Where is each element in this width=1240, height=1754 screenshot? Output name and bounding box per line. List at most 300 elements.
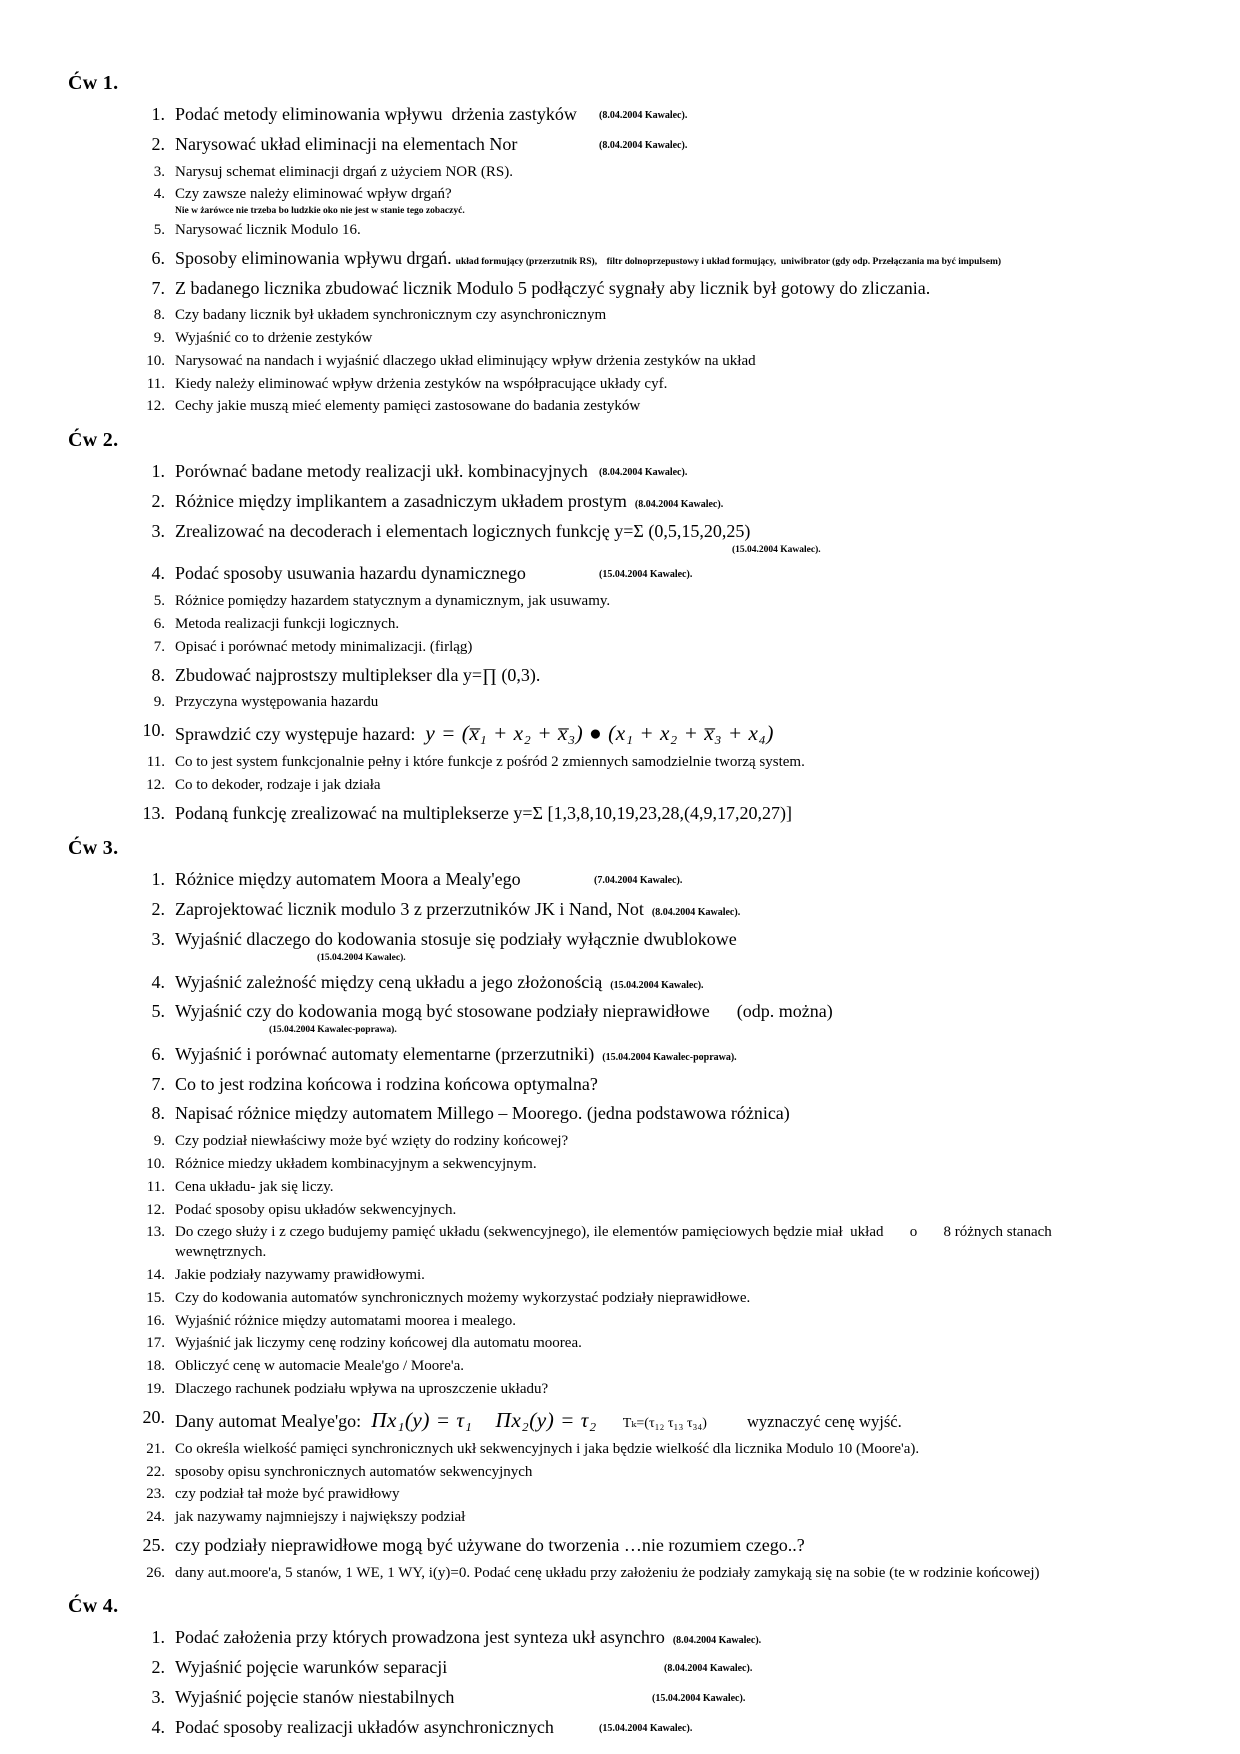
question-item (133, 868, 1180, 892)
question-subnote: (15.04.2004 Kawalec). (317, 952, 406, 963)
question-body (175, 277, 1125, 301)
question-text: czy podziały nieprawidłowe mogą być używane do tworzenia …nie rozumiem czego..? (175, 1534, 805, 1555)
question-text: Czy do kodowania automatów synchronicznych możemy wykorzystać podziały nieprawidłowe. (175, 1289, 751, 1306)
question-item (133, 615, 1180, 635)
question-body (175, 1223, 1125, 1263)
question-item (133, 221, 1180, 241)
question-line (175, 753, 1125, 773)
question-number: 10. (146, 352, 165, 369)
question-text: Wyjaśnić pojęcie warunków separacji (175, 1657, 448, 1678)
question-body (175, 1485, 1125, 1505)
question-item (133, 1000, 1180, 1037)
question-item (133, 1686, 1180, 1710)
question-item (133, 638, 1180, 658)
question-text: Podaną funkcję zrealizować na multiplekserze y=Σ [1,3,8,10,19,23,28,(4,9,17,20,27)] (175, 802, 792, 823)
question-body (175, 693, 1125, 713)
question-number: 8. (151, 664, 165, 685)
question-line (175, 1564, 1125, 1584)
question-number: 1. (151, 104, 165, 124)
question-line (175, 1463, 1125, 1483)
question-body (175, 928, 1125, 965)
question-item (133, 1201, 1180, 1221)
date-note: (8.04.2004 Kawalec). (651, 907, 741, 919)
question-number: 1. (151, 1627, 165, 1648)
date-note: (15.04.2004 Kawalec). (599, 569, 693, 581)
question-line (175, 1656, 1125, 1680)
question-line (175, 520, 1125, 544)
question-line (175, 163, 1125, 183)
question-text: Wyjaśnić jak liczymy cenę rodziny końcowej dla automatu moorea. (175, 1335, 582, 1352)
question-line (175, 898, 1125, 922)
question-body (175, 1178, 1125, 1198)
question-text: Wyjaśnić różnice między automatami moorea i mealego. (175, 1312, 517, 1329)
question-line (175, 615, 1125, 635)
question-body (175, 1686, 1125, 1710)
question-line (175, 592, 1125, 612)
question-line (175, 1201, 1125, 1221)
question-text: Co to dekoder, rodzaje i jak działa (175, 776, 381, 793)
question-item (133, 1440, 1180, 1460)
question-line (175, 133, 1125, 157)
question-text: Narysować licznik Modulo 16. (175, 221, 361, 238)
question-text: Różnice między automatem Moora a Mealy'ego (175, 869, 521, 890)
question-text: dany aut.moore'a, 5 stanów, 1 WE, 1 WY, i(y)=0. Podać cenę układu przy założeniu że podziały zamykają się na sobie (te w rodzinie końcowej) (175, 1564, 1040, 1581)
question-line (175, 397, 1125, 417)
question-item (133, 397, 1180, 417)
question-body (175, 753, 1125, 773)
question-item (133, 664, 1180, 688)
exercise-section (68, 429, 1180, 825)
question-number: 26. (146, 1564, 165, 1581)
question-number: 12. (146, 776, 165, 793)
question-line (175, 1686, 1125, 1710)
question-body (175, 562, 1125, 586)
section-title: Ćw 3. (68, 837, 119, 860)
question-body (175, 592, 1125, 612)
question-item (133, 520, 1180, 557)
question-number: 3. (151, 520, 165, 541)
question-body (175, 1000, 1125, 1037)
question-list (133, 1626, 1180, 1739)
question-line (175, 490, 1125, 514)
date-note: (15.04.2004 Kawalec). (610, 979, 704, 991)
question-item (133, 460, 1180, 484)
question-body (175, 1564, 1125, 1584)
date-note: (15.04.2004 Kawalec). (652, 1692, 746, 1704)
question-body (175, 133, 1125, 157)
section-title: Ćw 4. (68, 1595, 119, 1618)
question-text: Wyjaśnić i porównać automaty elementarne (przerzutniki) (175, 1043, 595, 1064)
question-number: 4. (151, 971, 165, 992)
question-body (175, 221, 1125, 241)
question-text: Cena układu- jak się liczy. (175, 1178, 334, 1195)
question-number: 11. (146, 1178, 165, 1195)
question-line (175, 277, 1125, 301)
question-number: 5. (153, 221, 165, 238)
question-number: 5. (153, 593, 165, 610)
question-item (133, 1508, 1180, 1528)
question-number: 6. (153, 615, 165, 632)
question-text: Dlaczego rachunek podziału wpływa na uproszczenie układu? (175, 1380, 549, 1397)
question-text: Zrealizować na decoderach i elementach logicznych funkcję y=Σ (0,5,15,20,25) (175, 520, 751, 541)
question-line (175, 1266, 1125, 1286)
question-item (133, 329, 1180, 349)
question-line (175, 1178, 1125, 1198)
question-item (133, 352, 1180, 372)
question-body (175, 103, 1125, 127)
question-line (175, 1508, 1125, 1528)
question-body (175, 868, 1125, 892)
question-text: Zaprojektować licznik modulo 3 z przerzutników JK i Nand, Not (175, 899, 644, 920)
question-formula-secondary: Tₖ=(τ₁₂ τ₁₃ τ₃₄) (622, 1414, 707, 1431)
question-line (175, 1043, 1125, 1067)
question-formula: y = (x̅₁ + x₂ + x̅₃) ● (x₁ + x₂ + x̅₃ + x₄) (425, 721, 774, 746)
question-subnote: (15.04.2004 Kawalec-poprawa). (269, 1025, 397, 1036)
question-body (175, 1132, 1125, 1152)
question-number: 10. (146, 1155, 165, 1172)
question-number: 12. (146, 398, 165, 415)
question-number: 10. (142, 720, 165, 741)
question-item (133, 133, 1180, 157)
question-line (175, 1626, 1125, 1650)
question-item (133, 1485, 1180, 1505)
question-item (133, 103, 1180, 127)
question-text: Co to jest rodzina końcowa i rodzina końcowa optymalna? (175, 1073, 598, 1094)
question-list (133, 868, 1180, 1583)
question-line (175, 1102, 1125, 1126)
question-line (175, 1132, 1125, 1152)
question-item (133, 1564, 1180, 1584)
question-number: 18. (146, 1358, 165, 1375)
question-body (175, 397, 1125, 417)
question-item (133, 1406, 1180, 1434)
question-body (175, 898, 1125, 922)
question-number: 4. (151, 563, 165, 584)
question-number: 16. (146, 1312, 165, 1329)
question-item (133, 1656, 1180, 1680)
question-number: 1. (151, 869, 165, 890)
question-item (133, 490, 1180, 514)
question-item (133, 1132, 1180, 1152)
question-text: Obliczyć cenę w automacie Meale'go / Moore'a. (175, 1358, 465, 1375)
question-text: Dany automat Mealye'go: (175, 1410, 362, 1431)
question-body (175, 638, 1125, 658)
question-item (133, 1223, 1180, 1263)
question-number: 12. (146, 1201, 165, 1218)
question-text: Narysuj schemat eliminacji drgań z użyciem NOR (RS). (175, 163, 513, 180)
question-body (175, 971, 1125, 995)
question-text: czy podział tał może być prawidłowy (175, 1486, 400, 1503)
question-body (175, 460, 1125, 484)
question-body (175, 776, 1125, 796)
question-number: 9. (153, 694, 165, 711)
question-line (175, 1406, 1125, 1434)
question-body (175, 1357, 1125, 1377)
question-number: 2. (151, 899, 165, 920)
question-body (175, 247, 1125, 271)
question-item (133, 753, 1180, 773)
question-item (133, 1043, 1180, 1067)
question-text: Podać założenia przy których prowadzona jest synteza ukł asynchro (175, 1627, 665, 1648)
question-line (175, 868, 1125, 892)
question-line (175, 460, 1125, 484)
question-number: 23. (146, 1486, 165, 1503)
question-text: Jakie podziały nazywamy prawidłowymi. (175, 1266, 425, 1283)
question-line (175, 1073, 1125, 1097)
question-body (175, 1440, 1125, 1460)
date-note: (15.04.2004 Kawalec-poprawa). (602, 1051, 737, 1063)
question-text: Różnice między implikantem a zasadniczym układem prostym (175, 491, 627, 511)
question-text: sposoby opisu synchronicznych automatów sekwencyjnych (175, 1463, 533, 1480)
question-text: Wyjaśnić pojęcie stanów niestabilnych (175, 1686, 455, 1707)
question-item (133, 1716, 1180, 1740)
question-text: Czy zawsze należy eliminować wpływ drgań? (175, 186, 452, 203)
question-line (175, 562, 1125, 586)
question-number: 6. (151, 1043, 165, 1064)
question-text: Narysować układ eliminacji na elementach Nor (175, 133, 518, 154)
question-line (175, 1440, 1125, 1460)
question-number: 14. (146, 1266, 165, 1283)
question-line (175, 185, 1125, 205)
question-body (175, 329, 1125, 349)
question-number: 17. (146, 1335, 165, 1352)
question-body (175, 1534, 1125, 1558)
question-number: 7. (151, 277, 165, 298)
question-annotation: układ formujący (przerzutnik RS), filtr dolnoprzepustowy i układ formujący, uniwibrator (gdy odp. Przełączania ma być impulsem) (455, 256, 1002, 267)
question-text: Wyjaśnić zależność między ceną układu a jego złożonością (175, 971, 603, 992)
question-body (175, 1043, 1125, 1067)
question-item (133, 898, 1180, 922)
question-item (133, 1357, 1180, 1377)
question-text: Do czego służy i z czego budujemy pamięć układu (sekwencyjnego), ile elementów pamięciowych będzie miał układ o 8 różnych stanach wewnętrznych. (175, 1224, 1056, 1261)
date-note: (7.04.2004 Kawalec). (594, 875, 683, 887)
question-body (175, 1656, 1125, 1680)
question-number: 22. (146, 1463, 165, 1480)
question-item (133, 1463, 1180, 1483)
question-body (175, 306, 1125, 326)
question-text: Podać sposoby opisu układów sekwencyjnych. (175, 1201, 457, 1218)
question-number: 20. (142, 1406, 165, 1427)
question-line (175, 1000, 1125, 1024)
question-item (133, 1178, 1180, 1198)
question-number: 13. (142, 802, 165, 823)
question-body (175, 1380, 1125, 1400)
question-item (133, 277, 1180, 301)
question-item (133, 185, 1180, 218)
date-note: (8.04.2004 Kawalec). (599, 139, 688, 151)
question-number: 8. (151, 1103, 165, 1124)
question-line (175, 1312, 1125, 1332)
question-number: 11. (146, 375, 165, 392)
date-note: (8.04.2004 Kawalec). (664, 1663, 753, 1675)
question-text: Zbudować najprostszy multiplekser dla y=∏ (0,3). (175, 664, 541, 685)
date-note: (8.04.2004 Kawalec). (634, 499, 724, 510)
question-number: 15. (146, 1289, 165, 1306)
question-item (133, 1334, 1180, 1354)
question-text: Metoda realizacji funkcji logicznych. (175, 615, 400, 632)
question-item (133, 1380, 1180, 1400)
question-number: 25. (142, 1534, 165, 1555)
question-text: Cechy jakie muszą mieć elementy pamięci zastosowane do badania zestyków (175, 398, 641, 415)
question-line (175, 971, 1125, 995)
question-line (175, 1334, 1125, 1354)
question-body (175, 1406, 1125, 1434)
question-number: 4. (153, 186, 165, 203)
question-item (133, 375, 1180, 395)
question-body (175, 1334, 1125, 1354)
question-item (133, 1155, 1180, 1175)
question-number: 3. (153, 163, 165, 180)
question-line (175, 1223, 1125, 1263)
question-list (133, 460, 1180, 825)
question-line (175, 103, 1125, 127)
question-line (175, 247, 1125, 271)
question-text: Porównać badane metody realizacji ukł. kombinacyjnych (175, 461, 588, 482)
question-text: Sprawdzić czy występuje hazard: (175, 724, 416, 745)
question-number: 1. (151, 461, 165, 482)
question-number: 24. (146, 1509, 165, 1526)
question-item (133, 592, 1180, 612)
question-item (133, 802, 1180, 826)
question-item (133, 971, 1180, 995)
question-line (175, 306, 1125, 326)
section-title: Ćw 2. (68, 429, 119, 452)
question-body (175, 1155, 1125, 1175)
question-item (133, 776, 1180, 796)
question-number: 2. (151, 1657, 165, 1678)
question-text: Wyjaśnić co to drżenie zestyków (175, 330, 373, 347)
question-item (133, 1102, 1180, 1126)
question-body (175, 1073, 1125, 1097)
question-number: 7. (153, 638, 165, 655)
question-number: 19. (146, 1380, 165, 1397)
question-text: Czy podział niewłaściwy może być wzięty do rodziny końcowej? (175, 1133, 569, 1150)
question-line (175, 352, 1125, 372)
question-body (175, 185, 1125, 218)
exercise-section (68, 72, 1180, 417)
question-number: 11. (146, 754, 165, 771)
question-body (175, 1201, 1125, 1221)
exercise-section (68, 1595, 1180, 1739)
question-body (175, 1508, 1125, 1528)
question-line (175, 1289, 1125, 1309)
question-text: Czy badany licznik był układem synchronicznym czy asynchronicznym (175, 307, 607, 324)
question-text: Z badanego licznika zbudować licznik Modulo 5 podłączyć sygnały aby licznik był gotowy do zliczania. (175, 277, 931, 298)
question-text: Co określa wielkość pamięci synchronicznych ukł sekwencyjnych i jaka będzie wielkość dla licznika Modulo 10 (Moore'a). (175, 1440, 920, 1457)
question-number: 5. (151, 1001, 165, 1022)
question-body (175, 352, 1125, 372)
question-body (175, 664, 1125, 688)
question-body (175, 490, 1125, 514)
question-number: 7. (151, 1073, 165, 1094)
question-line (175, 1155, 1125, 1175)
question-text: Podać sposoby usuwania hazardu dynamicznego (175, 563, 526, 584)
date-note: (8.04.2004 Kawalec). (599, 467, 688, 479)
exercise-section (68, 837, 1180, 1583)
question-line (175, 1716, 1125, 1740)
question-item (133, 928, 1180, 965)
question-body (175, 1289, 1125, 1309)
question-item (133, 562, 1180, 586)
question-number: 3. (151, 928, 165, 949)
question-number: 8. (153, 307, 165, 324)
date-note: (8.04.2004 Kawalec). (672, 1635, 762, 1647)
question-line (175, 1485, 1125, 1505)
question-line (175, 664, 1125, 688)
question-list (133, 103, 1180, 417)
question-text: Podać metody eliminowania wpływu drżenia zastyków (175, 104, 577, 124)
question-line (175, 802, 1125, 826)
question-tail-text: wyznaczyć cenę wyjść. (746, 1411, 902, 1431)
question-body (175, 802, 1125, 826)
question-item (133, 1626, 1180, 1650)
question-line (175, 1534, 1125, 1558)
question-item (133, 247, 1180, 271)
question-line (175, 719, 1125, 747)
question-text: Przyczyna występowania hazardu (175, 694, 379, 711)
question-text: Co to jest system funkcjonalnie pełny i które funkcje z pośród 2 zmiennych samodzielnie tworzą system. (175, 754, 805, 771)
question-number: 21. (146, 1440, 165, 1457)
question-text: Wyjaśnić dlaczego do kodowania stosuje się podziały wyłącznie dwublokowe (175, 928, 737, 949)
question-number: 2. (151, 491, 165, 511)
question-number: 3. (151, 1686, 165, 1707)
question-body (175, 1716, 1125, 1740)
question-line (175, 693, 1125, 713)
question-number: 6. (151, 247, 165, 268)
question-text: Różnice pomiędzy hazardem statycznym a dynamicznym, jak usuwamy. (175, 593, 611, 610)
question-line (175, 221, 1125, 241)
question-number: 13. (146, 1224, 165, 1241)
question-body (175, 615, 1125, 635)
question-item (133, 163, 1180, 183)
question-item (133, 719, 1180, 747)
question-item (133, 693, 1180, 713)
question-text: Narysować na nandach i wyjaśnić dlaczego układ eliminujący wpływ drżenia zestyków na układ (175, 352, 756, 369)
question-text: Sposoby eliminowania wpływu drgań. (175, 247, 452, 268)
question-subnote: (15.04.2004 Kawalec). (732, 544, 821, 555)
question-line (175, 1357, 1125, 1377)
question-item (133, 306, 1180, 326)
question-line (175, 776, 1125, 796)
question-text: Opisać i porównać metody minimalizacji. (firląg) (175, 638, 473, 655)
question-body (175, 520, 1125, 557)
question-body (175, 1266, 1125, 1286)
date-note: (15.04.2004 Kawalec). (599, 1722, 693, 1734)
question-text: Różnice miedzy układem kombinacyjnym a sekwencyjnym. (175, 1155, 537, 1172)
question-body (175, 375, 1125, 395)
question-number: 2. (151, 133, 165, 154)
question-number: 9. (153, 1133, 165, 1150)
question-item (133, 1534, 1180, 1558)
question-item (133, 1073, 1180, 1097)
question-body (175, 1626, 1125, 1650)
question-line (175, 375, 1125, 395)
question-line (175, 329, 1125, 349)
question-formula: Πx₁(y) = τ₁ Πx₂(y) = τ₂ (371, 1407, 597, 1432)
question-text: jak nazywamy najmniejszy i największy podział (175, 1509, 466, 1526)
question-text: Napisać różnice między automatem Millego – Moorego. (jedna podstawowa różnica) (175, 1103, 790, 1124)
question-body (175, 719, 1125, 747)
question-line (175, 928, 1125, 952)
question-text: Podać sposoby realizacji układów asynchronicznych (175, 1716, 554, 1737)
question-body (175, 1312, 1125, 1332)
question-text: Wyjaśnić czy do kodowania mogą być stosowane podziały nieprawidłowe (odp. można) (175, 1001, 833, 1022)
section-title: Ćw 1. (68, 72, 119, 94)
question-text: Kiedy należy eliminować wpływ drżenia zestyków na współpracujące układy cyf. (175, 375, 668, 392)
question-body (175, 163, 1125, 183)
question-line (175, 1380, 1125, 1400)
question-body (175, 1102, 1125, 1126)
